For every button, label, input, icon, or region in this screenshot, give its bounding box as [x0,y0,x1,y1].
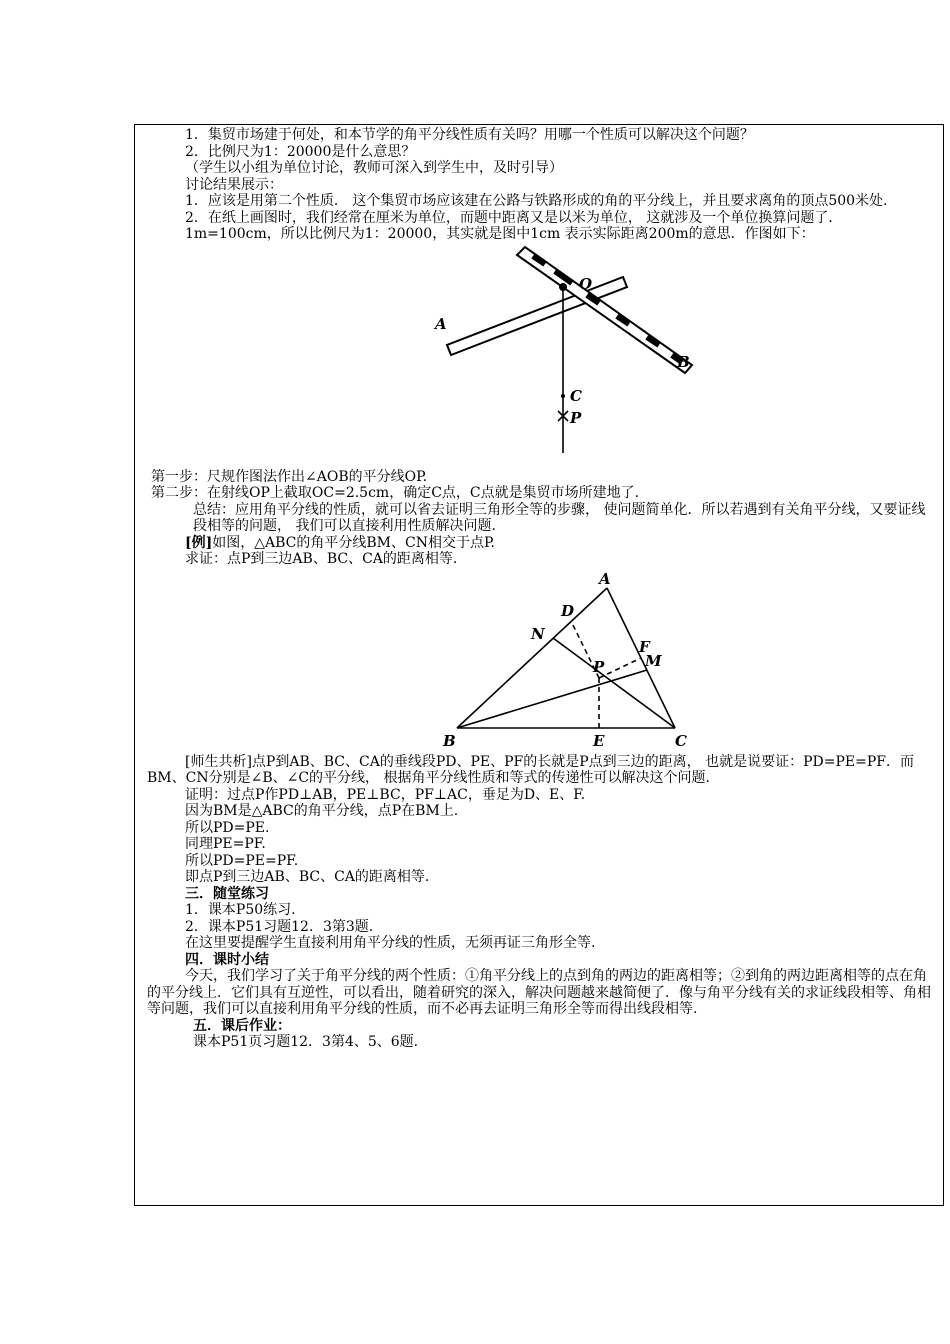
example-prove: 求证：点P到三边AB、BC、CA的距离相等. [185,551,458,567]
proof-line-3: 所以PD=PE. [185,819,270,836]
perp-pf [599,658,641,678]
analysis: [师生共析]点P到AB、BC、CA的垂线段PD、PE、PF的长就是P点到三边的距离， 也就是说要证：PD=PE=PF．而BM、CN分别是∠B、∠C的平分线， 根据角平分线性质和等式的传递性可以解决这个问题. [147,753,914,786]
discussion-note: （学生以小组为单位讨论，教师可深入到学生中，及时引导） [185,160,563,176]
lesson-content [147,127,937,1051]
content-frame [134,124,944,1206]
label-p: P [570,408,582,427]
conclusion: 今天，我们学习了关于角平分线的两个性质：①角平分线上的点到角的两边的距离相等；②到角的两边距离相等的点在角的平分线上．它们具有互逆性，可以看出，随着研究的深入，解决问题越来越简便了．像与角平分线有关的求证线段相等、角相等问题，我们可以直接利用角平分线的性质，而不必再去证明三角形全等而得出线段相等. [147,968,931,1017]
point-c [561,394,565,398]
figure-triangle [147,568,937,754]
label-p: P [593,657,605,676]
vertex-o [559,283,567,291]
label-m: M [645,651,662,670]
label-d: D [561,601,575,620]
step-1: 第一步：尺规作图法作出∠AOB的平分线OP. [151,468,428,485]
proof-line-5: 所以PD=PE=PF. [185,852,299,869]
answer-1: 1．应该是用第二个性质． 这个集贸市场应该建在公路与铁路形成的角的平分线上，并且要求离角的顶点500米处． [185,193,898,209]
proof-line-6: 即点P到三边AB、BC、CA的距离相等. [185,869,430,885]
figure-1-svg [147,243,937,469]
proof-line-1: 证明：过点P作PD⊥AB，PE⊥BC，PF⊥AC，垂足为D、E、F. [185,786,586,803]
label-f: F [639,637,650,656]
example-tag: [例] [185,534,213,551]
question-1: 1．集贸市场建于何处，和本节学的角平分线性质有关吗？用哪一个性质可以解决这个问题？ [185,127,754,143]
example-statement [147,535,937,552]
label-b: B [443,731,456,750]
section-3-title: 三．随堂练习 [185,885,269,902]
label-c: C [570,386,582,405]
question-2: 2．比例尺为1：20000是什么意思？ [185,143,416,160]
label-c: C [675,731,687,750]
side-ab [457,588,607,728]
example-text: 如图，△ABC的角平分线BM、CN相交于点P. [212,534,496,551]
figure-bisector-map [147,243,937,469]
bisector-bm [457,670,647,728]
summary: 总结：应用角平分线的性质，就可以省去证明三角形全等的步骤， 使问题简单化．所以若遇到有关角平分线，又要证线段相等的问题， 我们可以直接利用性质解决问题. [193,501,926,534]
exercise-1: 1．课本P50练习. [185,902,296,918]
section-4-title: 四．课时小结 [185,951,269,968]
answer-2: 2．在纸上画图时，我们经常在厘米为单位，而题中距离又是以米为单位， 这就涉及一个单位换算问题了．1m=100cm，所以比例尺为1：20000，其实就是图中1cm 表示实际距离200m的意思．作图如下： [185,209,843,242]
label-o: O [579,274,593,293]
label-e: E [593,731,605,750]
label-a: A [435,314,447,333]
result-title: 讨论结果展示： [185,176,283,193]
step-2: 第二步：在射线OP上截取OC=2.5cm，确定C点，C点就是集贸市场所建地了. [151,485,640,501]
exercise-note: 在这里要提醒学生直接利用角平分线的性质，无须再证三角形全等. [185,935,596,951]
homework: 课本P51页习题12．3第4、5、6题. [193,1034,419,1050]
exercise-2: 2．课本P51习题12．3第3题. [185,918,374,935]
label-n: N [531,624,545,643]
proof-line-2: 因为BM是△ABC的角平分线，点P在BM上. [185,803,459,819]
section-5-title: 五．课后作业： [193,1017,291,1034]
proof-line-4: 同理PE=PF. [185,836,266,852]
label-a: A [599,569,611,588]
figure-2-svg [147,568,937,754]
road-oa [447,274,627,355]
label-b: B [677,352,690,371]
